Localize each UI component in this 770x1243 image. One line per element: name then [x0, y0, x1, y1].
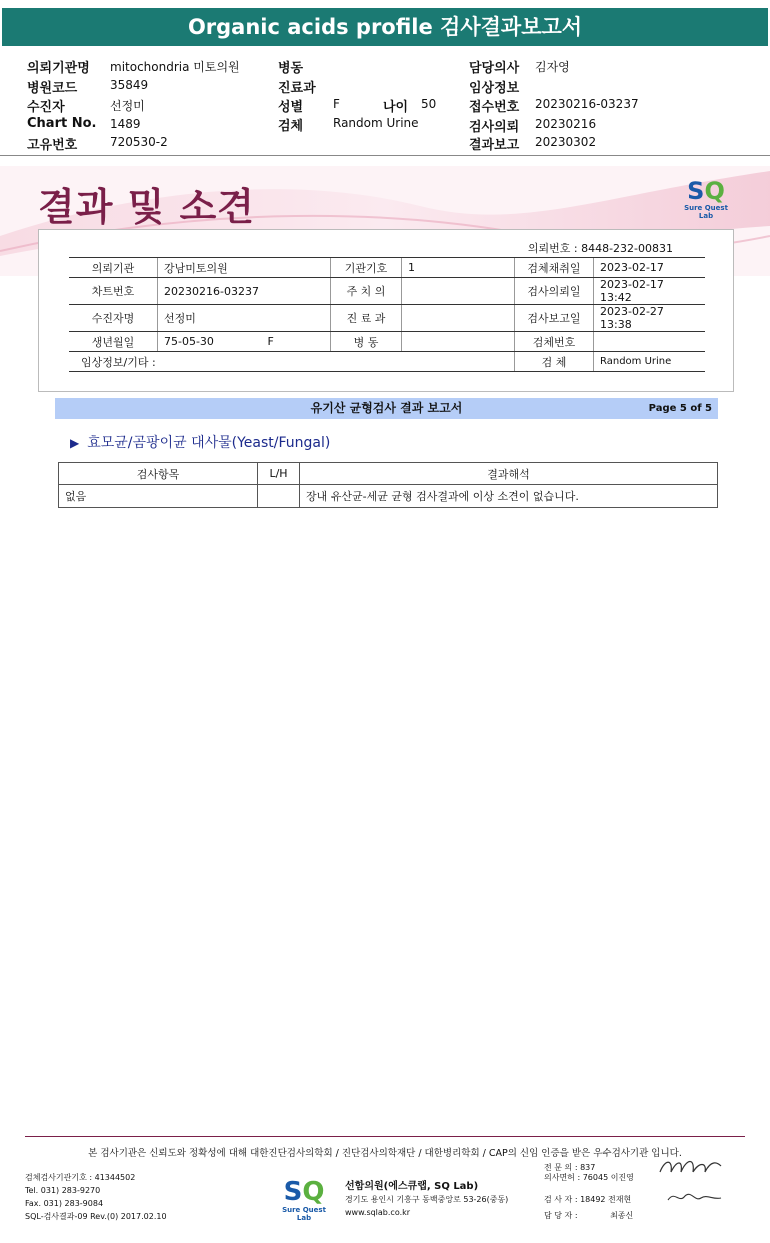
cell — [158, 332, 331, 352]
footer-line: Fax. 031) 283-9084 — [25, 1199, 104, 1208]
staff-row — [544, 1170, 634, 1186]
table-header-row — [59, 463, 718, 485]
receipt-value: 20230216-03237 — [535, 97, 639, 111]
sex-label: 성별 — [278, 100, 304, 115]
chart-value: 1489 — [110, 117, 141, 131]
clinical-label: 임상정보 — [469, 81, 520, 96]
request-number-label: 의뢰번호 : — [527, 242, 578, 255]
birthdate-value: 75-05-30 — [164, 335, 214, 348]
report-label: 결과보고 — [469, 138, 520, 153]
staff-list — [544, 1160, 634, 1224]
unique-value: 720530-2 — [110, 135, 168, 149]
footer-contact — [25, 1171, 167, 1223]
cell: 검체채취일 — [515, 258, 594, 278]
column-header: L/H — [258, 463, 300, 485]
table-row — [59, 485, 718, 508]
triangle-icon: ▶ — [70, 436, 80, 450]
cell: 선정미 — [158, 305, 331, 332]
request-number — [528, 240, 673, 256]
cell: 1 — [402, 258, 515, 278]
top-header — [0, 0, 770, 48]
column-header: 검사항목 — [59, 463, 258, 485]
specimen-value: Random Urine — [333, 116, 419, 130]
cell: 검사보고일 — [515, 305, 594, 332]
cell — [402, 332, 515, 352]
cell — [594, 332, 706, 352]
cell: 기관기호 — [331, 258, 402, 278]
result-panel — [0, 166, 770, 1243]
cell: 없음 — [59, 485, 258, 508]
client-label: 의뢰기관명 — [27, 61, 90, 76]
cell: 검 체 — [515, 352, 594, 372]
patient-table — [69, 257, 705, 372]
examinee-value: 선정미 — [110, 99, 145, 113]
unique-label: 고유번호 — [27, 138, 78, 153]
request-label: 검사의뢰 — [469, 120, 520, 135]
table-row — [69, 258, 705, 278]
staff-value: 76045 이진영 — [582, 1173, 634, 1182]
staff-role: 담 당 자 : — [544, 1211, 578, 1220]
sq-logo — [676, 178, 736, 220]
staff-value: 18492 전재현 — [580, 1195, 632, 1204]
report-bar — [55, 398, 718, 419]
footer-logo-mark: SQ — [283, 1177, 325, 1207]
report-bar-title: 유기산 균형검사 결과 보고서 — [310, 401, 463, 415]
staff-role: 검 사 자 : — [544, 1195, 578, 1204]
certification-text: 본 검사기관은 신뢰도와 정확성에 대해 대한진단검사의학회 / 진단검사의학재단 / 대한병리학회 / CAP의 신임 인증을 받은 우수검사기관 입니다. — [88, 1148, 682, 1159]
staff-value: 최종신 — [610, 1211, 634, 1220]
receipt-label: 접수번호 — [469, 100, 520, 115]
ward-label: 병동 — [278, 61, 304, 76]
age-label: 나이 — [383, 100, 409, 115]
patient-info-box — [38, 229, 734, 392]
cell: 수진자명 — [69, 305, 158, 332]
footer-line: Tel. 031) 283-9270 — [25, 1186, 101, 1195]
lab-name: 선함의원(에스큐랩, SQ Lab) — [345, 1181, 479, 1192]
hospcode-value: 35849 — [110, 78, 149, 92]
client-value: mitochondria 미토의원 — [110, 60, 240, 74]
age-value: 50 — [421, 97, 437, 111]
cell: 임상정보/기타 : — [69, 352, 515, 372]
subsection-title: 효모균/곰팡이균 대사물(Yeast/Fungal) — [87, 435, 331, 451]
cell: 20230216-03237 — [158, 278, 331, 305]
cell — [402, 278, 515, 305]
cell: 차트번호 — [69, 278, 158, 305]
page-indicator: Page 5 of 5 — [648, 403, 712, 414]
footer-line: SQL-검사결과-09 Rev.(0) 2017.02.10 — [25, 1212, 167, 1221]
cell: 2023-02-27 13:38 — [594, 305, 706, 332]
table-row — [69, 278, 705, 305]
staff-value: 837 — [580, 1163, 596, 1172]
cell: Random Urine — [594, 352, 706, 372]
cell: 주 치 의 — [331, 278, 402, 305]
cell: 강남미토의원 — [158, 258, 331, 278]
cell: 검체번호 — [515, 332, 594, 352]
cell: 장내 유산균-세균 균형 검사결과에 이상 소견이 없습니다. — [300, 485, 718, 508]
footer-divider — [25, 1136, 745, 1137]
staff-role: 의사면허 : — [544, 1173, 581, 1182]
cell — [402, 305, 515, 332]
header-divider — [0, 155, 770, 156]
footer-line: 검체검사기관기호 : 41344502 — [25, 1173, 136, 1182]
lab-website: www.sqlab.co.kr — [345, 1208, 411, 1217]
hospcode-label: 병원코드 — [27, 81, 78, 96]
sex-value: F — [333, 97, 340, 111]
request-value: 20230216 — [535, 117, 597, 131]
sq-logo-mark: SQ — [687, 177, 725, 205]
cell: 진 료 과 — [331, 305, 402, 332]
footer-logo-text: Sure Quest Lab — [282, 1206, 326, 1222]
lab-address: 경기도 용인시 기흥구 동백중앙로 53-26(중동) — [345, 1195, 509, 1204]
doctor-label: 담당의사 — [469, 61, 520, 76]
result-table — [58, 462, 718, 508]
lab-info — [345, 1180, 508, 1219]
signature-2 — [665, 1186, 725, 1208]
subsection-heading — [70, 432, 330, 452]
staff-row — [544, 1208, 634, 1224]
staff-row — [544, 1192, 634, 1208]
section-heading: 결과 및 소견 — [38, 184, 255, 229]
report-value: 20230302 — [535, 135, 597, 149]
request-number-value: 8448-232-00831 — [581, 242, 673, 255]
footer-logo — [276, 1178, 332, 1222]
signature-1 — [655, 1154, 725, 1180]
chart-label: Chart No. — [27, 116, 97, 131]
doctor-value: 김자영 — [535, 60, 570, 74]
table-row — [69, 332, 705, 352]
cell — [258, 485, 300, 508]
specimen-label: 검체 — [278, 119, 304, 134]
sex-value: F — [267, 335, 274, 348]
cell: 검사의뢰일 — [515, 278, 594, 305]
table-row — [69, 305, 705, 332]
cell: 의뢰기관 — [69, 258, 158, 278]
cell: 생년월일 — [69, 332, 158, 352]
cell: 2023-02-17 — [594, 258, 706, 278]
cell: 2023-02-17 13:42 — [594, 278, 706, 305]
cell: 병 동 — [331, 332, 402, 352]
report-title: Organic acids profile 검사결과보고서 — [2, 8, 768, 46]
dept-label: 진료과 — [278, 81, 316, 96]
staff-role: 전 문 의 : — [544, 1163, 578, 1172]
column-header: 결과해석 — [300, 463, 718, 485]
sq-logo-text: Sure Quest Lab — [684, 204, 728, 220]
table-row — [69, 352, 705, 372]
examinee-label: 수진자 — [27, 100, 65, 115]
